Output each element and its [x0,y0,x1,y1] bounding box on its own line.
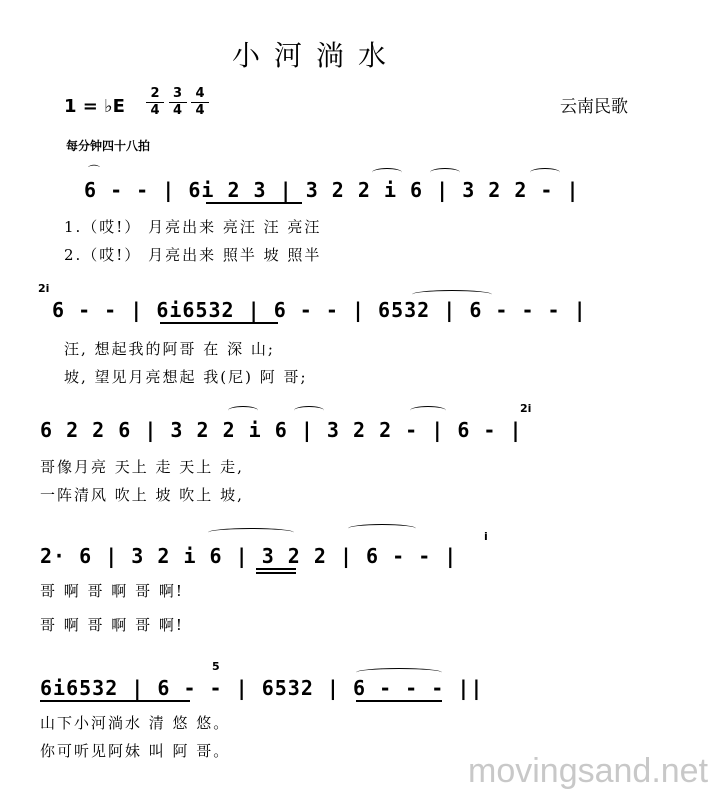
tie-mark [294,406,324,415]
system-5-notation: 6i6532 | 6 - - | 6532 | 6 - - - || [40,676,484,700]
time-sig-num-1: 2 [146,86,164,103]
key-signature: 1 = ♭E [64,96,125,117]
tie-mark [356,668,442,677]
system-2-grace: 2i [38,282,50,295]
system-1-notation: 6 - - | 6i 2 3 | 3 2 2 i 6 | 3 2 2 - | [84,178,580,202]
system-5-lyric-1: 山下小河淌水 清 悠 悠。 [40,714,231,732]
tie-mark [430,168,460,177]
system-5-lyric-2: 你可听见阿妹 叫 阿 哥。 [40,742,231,760]
system-1-lyric-2: 2.（哎!） 月亮出来 照半 坡 照半 [64,246,322,264]
song-source: 云南民歌 [560,97,628,117]
system-3-lyric-1: 哥像月亮 天上 走 天上 走, [40,458,244,476]
watermark: movingsand.net [468,752,708,790]
tie-mark [412,290,492,299]
system-4-notation: 2· 6 | 3 2 i 6 | 3 2 2 | 6 - - | [40,544,458,568]
system-2-lyric-2: 坡, 望见月亮想起 我(尼) 阿 哥; [64,368,308,386]
system-4-grace: i [484,530,488,543]
fermata-icon: ⌒ [88,164,101,178]
tie-mark [228,406,258,415]
tie-mark [208,528,294,537]
time-sig-num-3: 4 [191,86,209,103]
time-sig-num-2: 3 [169,86,187,103]
beam-underline [40,700,190,702]
system-3-lyric-2: 一阵清风 吹上 坡 吹上 坡, [40,486,244,504]
system-2-notation: 6 - - | 6i6532 | 6 - - | 6532 | 6 - - - | [52,298,587,322]
tempo-marking: 每分钟四十八拍 [66,139,151,153]
system-3-grace: 2i [520,402,532,415]
system-2-lyric-1: 汪, 想起我的阿哥 在 深 山; [64,340,275,358]
time-sig-den-1: 4 [150,103,160,118]
system-5-grace: 5 [212,660,220,673]
system-1-lyric-1: 1.（哎!） 月亮出来 亮汪 汪 亮汪 [64,218,322,236]
system-3-notation: 6 2 2 6 | 3 2 2 i 6 | 3 2 2 - | 6 - | [40,418,523,442]
system-4-lyric-2: 哥 啊 哥 啊 哥 啊! [40,616,184,634]
tie-mark [372,168,402,177]
beam-underline [356,700,442,702]
beam-underline [160,322,278,324]
beam-underline [256,572,296,574]
time-sig-den-2: 4 [173,103,183,118]
time-signatures [146,86,209,119]
tie-mark [530,168,560,177]
time-sig-den-3: 4 [195,103,205,118]
tie-mark [348,524,416,533]
tie-mark [410,406,446,415]
song-title: 小河淌水 [232,39,401,72]
beam-underline [206,202,302,204]
beam-underline [256,568,296,570]
system-4-lyric-1: 哥 啊 哥 啊 哥 啊! [40,582,184,600]
